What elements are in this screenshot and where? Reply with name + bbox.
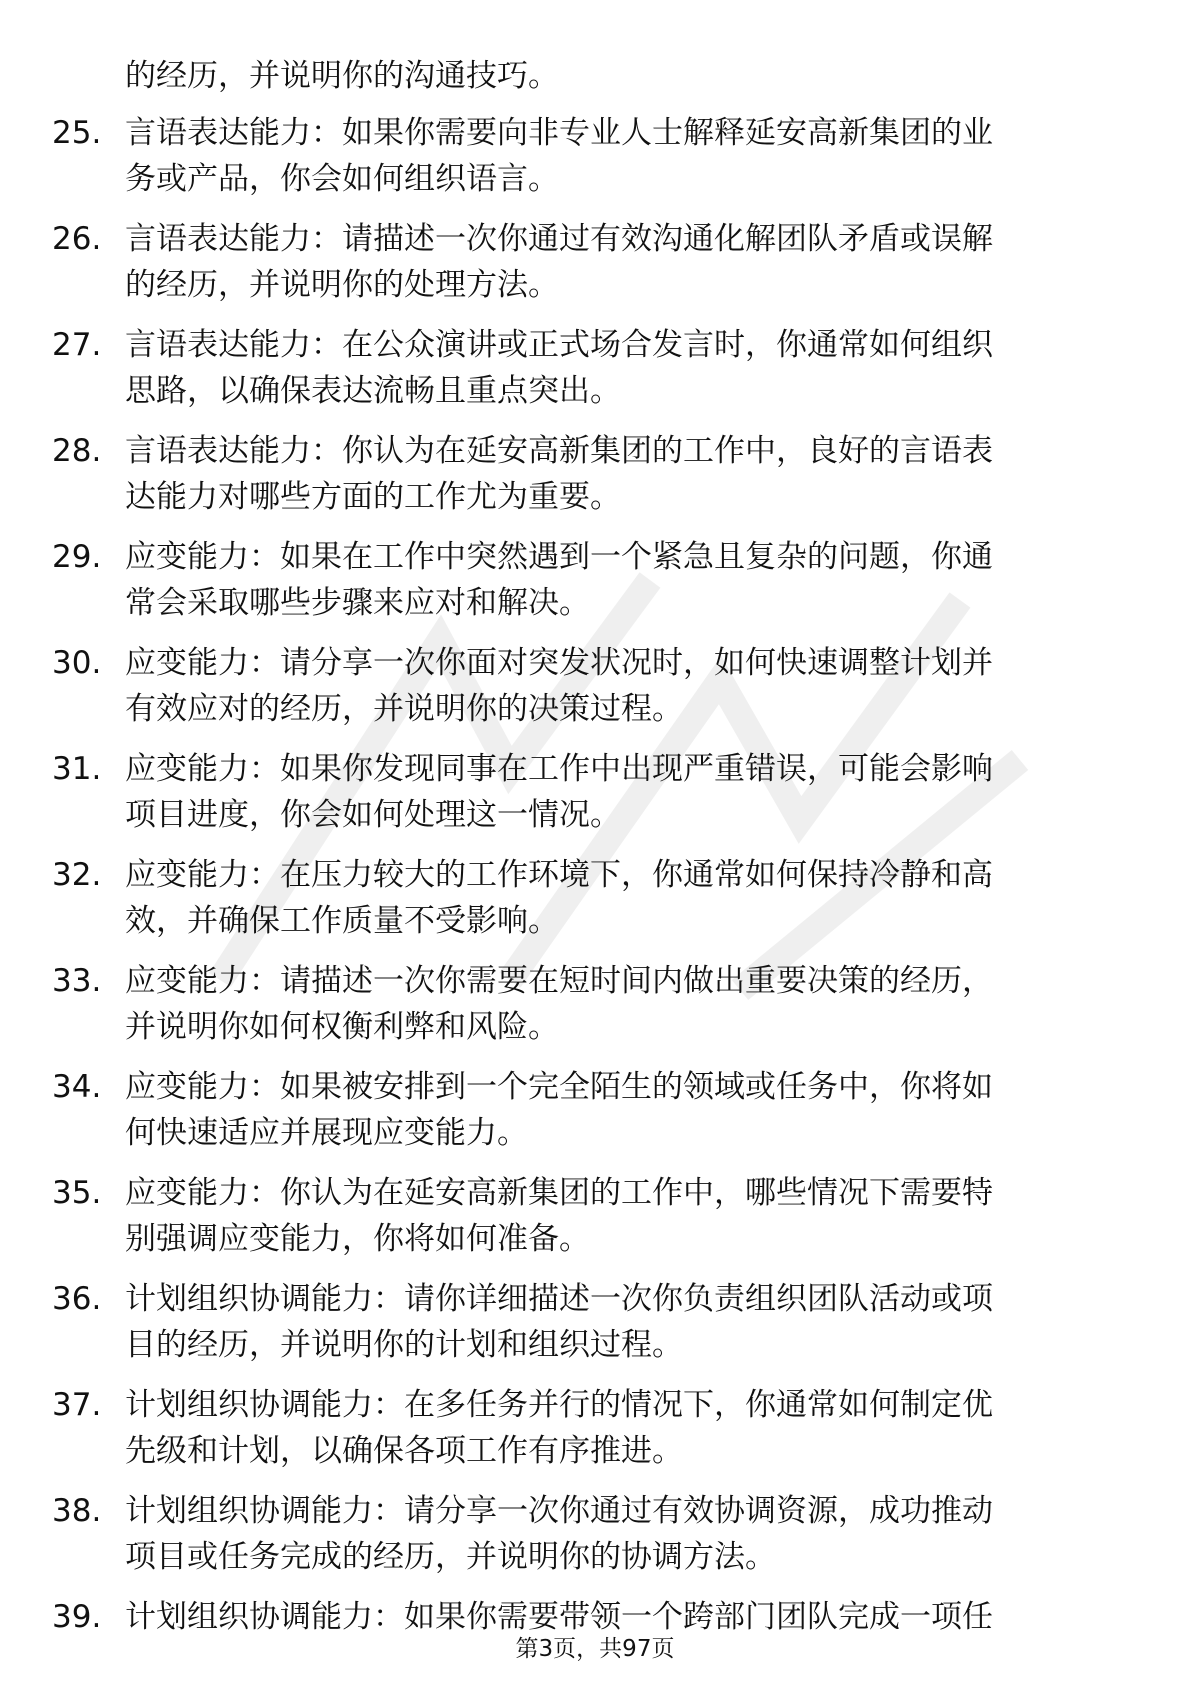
question-line: 应变能力：如果你发现同事在工作中出现严重错误，可能会影响: [125, 751, 993, 787]
question-line: 计划组织协调能力：如果你需要带领一个跨部门团队完成一项任: [125, 1599, 993, 1635]
question-number: 39.: [52, 1599, 102, 1635]
question-text: [125, 746, 1135, 838]
question-text: [125, 428, 1135, 520]
question-line: 计划组织协调能力：在多任务并行的情况下，你通常如何制定优: [125, 1387, 993, 1423]
list-item: [0, 640, 1190, 746]
list-item: [0, 428, 1190, 534]
continuation-text: 的经历，并说明你的沟通技巧。: [125, 58, 559, 94]
question-number: 38.: [52, 1493, 102, 1529]
question-text: [125, 1382, 1135, 1474]
question-line: 务或产品，你会如何组织语言。: [125, 161, 559, 197]
question-line: 应变能力：请描述一次你需要在短时间内做出重要决策的经历，: [125, 963, 993, 999]
question-text: [125, 534, 1135, 626]
question-line: 效，并确保工作质量不受影响。: [125, 903, 559, 939]
list-item: [0, 534, 1190, 640]
list-item: [0, 322, 1190, 428]
question-line: 先级和计划，以确保各项工作有序推进。: [125, 1433, 683, 1469]
question-text: [125, 216, 1135, 308]
question-text: [125, 110, 1135, 202]
question-line: 言语表达能力：你认为在延安高新集团的工作中，良好的言语表: [125, 433, 993, 469]
question-line: 项目或任务完成的经历，并说明你的协调方法。: [125, 1539, 776, 1575]
question-text: [125, 1276, 1135, 1368]
question-list: [0, 110, 1190, 1700]
question-line: 思路，以确保表达流畅且重点突出。: [125, 373, 621, 409]
question-number: 31.: [52, 751, 102, 787]
question-text: [125, 1064, 1135, 1156]
question-number: 27.: [52, 327, 102, 363]
question-line: 言语表达能力：如果你需要向非专业人士解释延安高新集团的业: [125, 115, 993, 151]
question-line: 项目进度，你会如何处理这一情况。: [125, 797, 621, 833]
question-line: 计划组织协调能力：请分享一次你通过有效协调资源，成功推动: [125, 1493, 993, 1529]
list-item: [0, 1382, 1190, 1488]
question-number: 28.: [52, 433, 102, 469]
list-item: [0, 958, 1190, 1064]
question-line: 言语表达能力：在公众演讲或正式场合发言时，你通常如何组织: [125, 327, 993, 363]
question-number: 25.: [52, 115, 102, 151]
question-line: 应变能力：请分享一次你面对突发状况时，如何快速调整计划并: [125, 645, 993, 681]
list-item: [0, 110, 1190, 216]
question-line: 的经历，并说明你的处理方法。: [125, 267, 559, 303]
question-line: 计划组织协调能力：请你详细描述一次你负责组织团队活动或项: [125, 1281, 993, 1317]
question-number: 35.: [52, 1175, 102, 1211]
list-item: [0, 1170, 1190, 1276]
question-line: 达能力对哪些方面的工作尤为重要。: [125, 479, 621, 515]
question-line: 应变能力：在压力较大的工作环境下，你通常如何保持冷静和高: [125, 857, 993, 893]
question-line: 别强调应变能力，你将如何准备。: [125, 1221, 590, 1257]
list-item: [0, 216, 1190, 322]
question-number: 33.: [52, 963, 102, 999]
question-number: 30.: [52, 645, 102, 681]
question-line: 言语表达能力：请描述一次你通过有效沟通化解团队矛盾或误解: [125, 221, 993, 257]
question-number: 34.: [52, 1069, 102, 1105]
question-line: 应变能力：如果被安排到一个完全陌生的领域或任务中，你将如: [125, 1069, 993, 1105]
question-line: 应变能力：你认为在延安高新集团的工作中，哪些情况下需要特: [125, 1175, 993, 1211]
list-item: [0, 1064, 1190, 1170]
list-item: [0, 1276, 1190, 1382]
question-text: [125, 852, 1135, 944]
question-number: 26.: [52, 221, 102, 257]
list-item: [0, 1488, 1190, 1594]
page-number: 第3页，共97页: [515, 1636, 675, 1662]
list-item: [0, 852, 1190, 958]
question-number: 32.: [52, 857, 102, 893]
question-text: [125, 1488, 1135, 1580]
question-line: 何快速适应并展现应变能力。: [125, 1115, 528, 1151]
question-line: 目的经历，并说明你的计划和组织过程。: [125, 1327, 683, 1363]
question-text: [125, 640, 1135, 732]
list-item: [0, 746, 1190, 852]
question-number: 36.: [52, 1281, 102, 1317]
question-text: [125, 1170, 1135, 1262]
question-text: [125, 322, 1135, 414]
question-line: 有效应对的经历，并说明你的决策过程。: [125, 691, 683, 727]
question-line: 应变能力：如果在工作中突然遇到一个紧急且复杂的问题，你通: [125, 539, 993, 575]
question-number: 37.: [52, 1387, 102, 1423]
question-number: 29.: [52, 539, 102, 575]
question-line: 常会采取哪些步骤来应对和解决。: [125, 585, 590, 621]
question-line: 并说明你如何权衡利弊和风险。: [125, 1009, 559, 1045]
question-text: [125, 958, 1135, 1050]
